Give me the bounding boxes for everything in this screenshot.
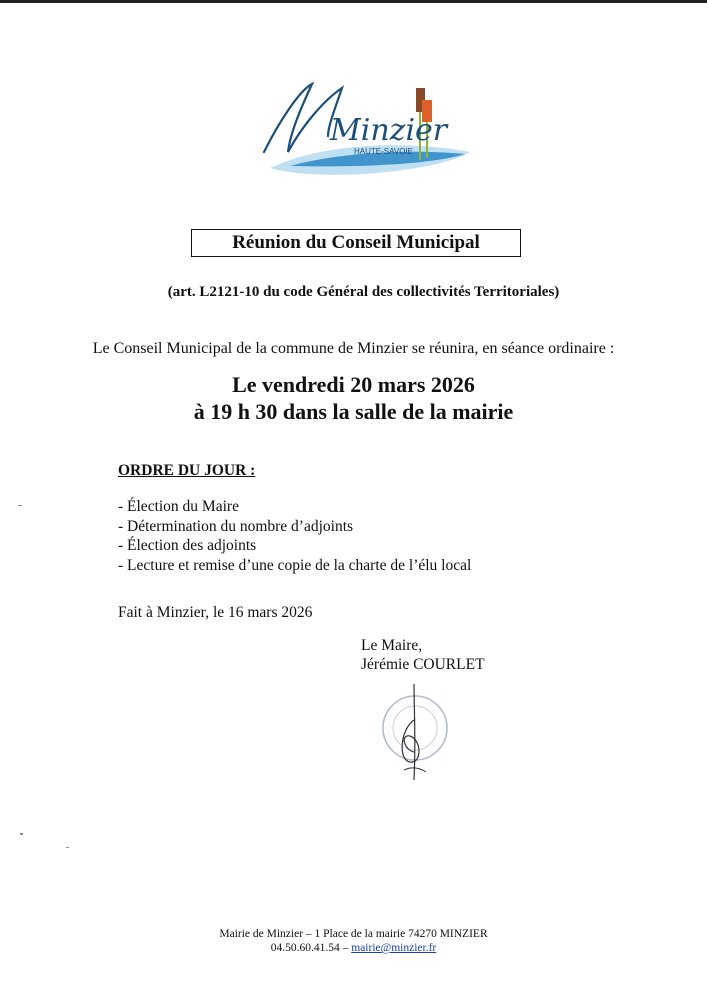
place-date: Fait à Minzier, le 16 mars 2026 <box>118 604 313 621</box>
scan-speck <box>18 505 22 506</box>
stamp-graphic <box>370 680 460 790</box>
footer-address: Mairie de Minzier – 1 Place de la mairie 74270 MINZIER <box>219 928 488 940</box>
footer-contact <box>0 942 707 954</box>
meeting-time-place: à 19 h 30 dans la salle de la mairie <box>193 399 514 424</box>
agenda-item: - Élection des adjoints <box>118 537 257 554</box>
logo-wordmark: Minzier <box>330 113 448 148</box>
mayor-stamp-signature <box>370 680 460 790</box>
agenda-item: - Détermination du nombre d’adjoints <box>118 517 354 535</box>
agenda-title: ORDRE DU JOUR : <box>118 462 256 479</box>
meeting-date: Le vendredi 20 mars 2026 <box>232 372 475 397</box>
document-title: Réunion du Conseil Municipal <box>191 229 521 257</box>
agenda-item: - Lecture et remise d’une copie de la charte de l’élu local <box>118 556 472 574</box>
top-border-line <box>0 0 707 3</box>
legal-reference: (art. L2121-10 du code Général des collectivités Territoriales) <box>167 284 560 300</box>
signatory-name: Jérémie COURLET <box>361 656 485 673</box>
minzier-logo <box>250 70 480 185</box>
agenda-item: - Élection du Maire <box>118 498 239 515</box>
scan-speck <box>20 833 23 835</box>
footer-email-link[interactable]: mairie@minzier.fr <box>351 942 437 954</box>
minzier-logo-graphic <box>250 70 480 185</box>
agenda-list <box>118 497 471 575</box>
logo-region: HAUTE-SAVOIE <box>354 147 413 156</box>
scan-speck <box>66 847 69 848</box>
intro-text: Le Conseil Municipal de la commune de Minzier se réunira, en séance ordinaire : <box>92 340 615 357</box>
signatory-role: Le Maire, <box>361 637 423 654</box>
footer-phone: 04.50.60.41.54 – <box>270 942 349 954</box>
